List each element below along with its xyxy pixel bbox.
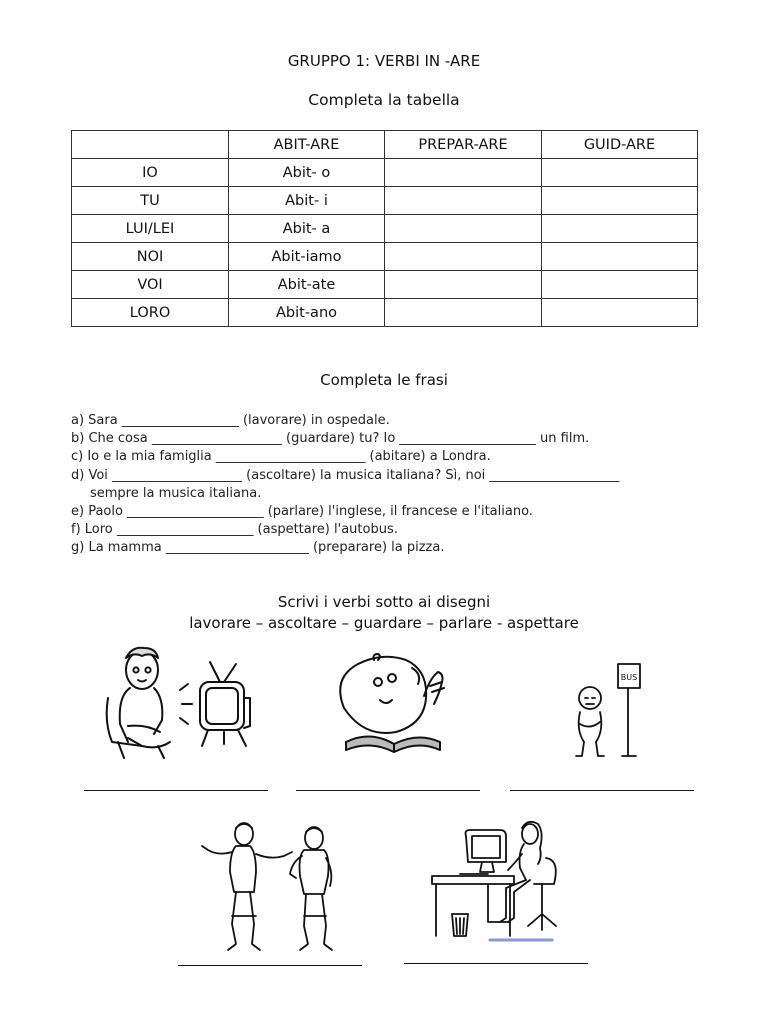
table-row — [72, 299, 698, 327]
answer-line[interactable] — [178, 965, 362, 966]
answer-line[interactable] — [404, 963, 588, 964]
pronoun-cell: VOI — [72, 271, 229, 299]
answer-line[interactable] — [84, 790, 268, 791]
table-row — [72, 159, 698, 187]
table-cell — [385, 243, 542, 271]
table-row — [72, 271, 698, 299]
sentence-list — [71, 412, 711, 558]
sentence-item: f) Loro _____________________ (aspettare) l'autobus. — [71, 522, 398, 538]
pictures-instruction: Scrivi i verbi sotto ai disegni — [277, 593, 491, 611]
table-header-cell: GUID-ARE — [542, 131, 698, 159]
pronoun-cell: TU — [72, 187, 229, 215]
table-cell — [385, 271, 542, 299]
worksheet-title: GRUPPO 1: VERBI IN -ARE — [287, 52, 481, 70]
table-cell: Abit-ate — [229, 271, 385, 299]
table-row — [72, 243, 698, 271]
table-header-cell: ABIT-ARE — [229, 131, 385, 159]
table-cell: Abit-ano — [229, 299, 385, 327]
table-cell: Abit-iamo — [229, 243, 385, 271]
table-cell — [385, 299, 542, 327]
table-row — [72, 215, 698, 243]
sentence-item: c) Io e la mia famiglia _______________________ (abitare) a Londra. — [71, 449, 491, 465]
child-listening-icon — [330, 652, 456, 756]
pronoun-cell: LUI/LEI — [72, 215, 229, 243]
pronoun-cell: IO — [72, 159, 229, 187]
answer-line[interactable] — [296, 790, 480, 791]
table-header-row — [72, 131, 698, 159]
table-cell: Abit- i — [229, 187, 385, 215]
table-cell: Abit- o — [229, 159, 385, 187]
pronoun-cell: LORO — [72, 299, 229, 327]
table-cell — [542, 243, 698, 271]
sentences-instruction: Completa le frasi — [320, 371, 448, 389]
sentence-item: e) Paolo _____________________ (parlare) l'inglese, il francese e l'italiano. — [71, 504, 533, 520]
table-cell — [542, 271, 698, 299]
verb-list: lavorare – ascoltare – guardare – parlare - aspettare — [189, 614, 579, 632]
table-cell — [542, 159, 698, 187]
woman-at-computer-icon — [430, 818, 574, 946]
table-cell — [542, 299, 698, 327]
man-watching-tv-icon — [98, 642, 266, 760]
two-men-talking-icon — [200, 816, 350, 956]
table-cell — [542, 187, 698, 215]
table-cell — [385, 215, 542, 243]
sentence-item: a) Sara __________________ (lavorare) in ospedale. — [71, 413, 390, 428]
table-cell — [542, 215, 698, 243]
table-header-cell: PREPAR-ARE — [385, 131, 542, 159]
table-cell: Abit- a — [229, 215, 385, 243]
person-waiting-at-bus-stop-icon — [566, 660, 646, 760]
table-instruction: Completa la tabella — [308, 91, 460, 109]
sentence-item: d) Voi ____________________ (ascoltare) la musica italiana? Sì, noi ____________________ — [71, 467, 620, 483]
table-row — [72, 187, 698, 215]
sentence-item: b) Che cosa ____________________ (guardare) tu? Io _____________________ un film. — [71, 431, 590, 447]
sentence-item: g) La mamma ______________________ (preparare) la pizza. — [71, 540, 445, 556]
table-cell — [385, 159, 542, 187]
answer-line[interactable] — [510, 790, 694, 791]
sentence-continuation: sempre la musica italiana. — [90, 485, 262, 501]
table-header-cell — [72, 131, 229, 159]
svg-text:BUS: BUS — [620, 673, 638, 682]
table-cell — [385, 187, 542, 215]
conjugation-table — [71, 130, 698, 327]
pronoun-cell: NOI — [72, 243, 229, 271]
